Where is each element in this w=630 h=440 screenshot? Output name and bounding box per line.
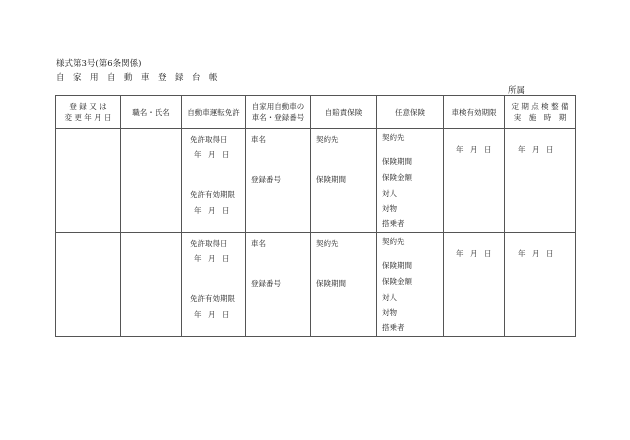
header-inspection: 車検有効期限 xyxy=(444,96,505,129)
header-date-line1: 登 録 又 は xyxy=(69,102,107,111)
title-char: 台 xyxy=(192,73,201,83)
license-acquired-date: 年 月 日 xyxy=(194,254,230,263)
license-valid-label: 免許有効期限 xyxy=(190,190,235,199)
header-maintenance xyxy=(505,96,576,129)
passenger-label: 搭乗者 xyxy=(382,323,405,332)
ins-period-label: 保険期間 xyxy=(382,157,412,166)
car-name-label: 車名 xyxy=(251,239,266,248)
cell-maintenance[interactable] xyxy=(505,129,576,233)
person-label: 対人 xyxy=(382,293,397,302)
cell-voluntary-insurance[interactable] xyxy=(377,129,444,233)
cell-license[interactable] xyxy=(182,233,246,337)
form-number: 様式第3号(第6条関係) xyxy=(56,59,142,69)
property-label: 対物 xyxy=(382,204,397,213)
cell-car[interactable] xyxy=(246,233,311,337)
contractor-label: 契約先 xyxy=(382,133,405,142)
title-char: 録 xyxy=(175,73,184,83)
license-valid-date: 年 月 日 xyxy=(194,310,230,319)
header-license: 自動車運転免許 xyxy=(182,96,246,129)
property-label: 対物 xyxy=(382,308,397,317)
title-char: 自 xyxy=(107,73,116,83)
header-car xyxy=(246,96,311,129)
ins-amount-label: 保険金額 xyxy=(382,277,412,286)
header-compulsory-insurance: 自賠責保険 xyxy=(311,96,377,129)
vehicle-register-table xyxy=(55,95,576,337)
car-name-label: 車名 xyxy=(251,135,266,144)
title-char: 動 xyxy=(124,73,133,83)
license-acquired-label: 免許取得日 xyxy=(190,239,228,248)
license-acquired-date: 年 月 日 xyxy=(194,150,230,159)
license-valid-label: 免許有効期限 xyxy=(190,294,235,303)
maintenance-date: 年 月 日 xyxy=(518,145,554,154)
ins-period-label: 保険期間 xyxy=(316,175,346,184)
cell-maintenance[interactable] xyxy=(505,233,576,337)
cell-compulsory-insurance[interactable] xyxy=(311,233,377,337)
inspection-date: 年 月 日 xyxy=(456,249,492,258)
maintenance-date: 年 月 日 xyxy=(518,249,554,258)
table-row xyxy=(56,129,576,233)
cell-name[interactable] xyxy=(121,233,182,337)
header-maintenance-line2: 実 施 時 期 xyxy=(513,113,567,122)
ins-period-label: 保険期間 xyxy=(382,261,412,270)
form-title xyxy=(56,71,226,83)
cell-inspection[interactable] xyxy=(444,233,505,337)
ins-amount-label: 保険金額 xyxy=(382,173,412,182)
header-name: 職名・氏名 xyxy=(121,96,182,129)
cell-inspection[interactable] xyxy=(444,129,505,233)
title-char: 登 xyxy=(158,73,167,83)
title-char: 帳 xyxy=(209,73,218,83)
header-voluntary-insurance: 任意保険 xyxy=(377,96,444,129)
license-acquired-label: 免許取得日 xyxy=(190,135,228,144)
cell-license[interactable] xyxy=(182,129,246,233)
header-maintenance-line1: 定 期 点 検 整 備 xyxy=(511,102,569,111)
passenger-label: 搭乗者 xyxy=(382,219,405,228)
cell-date[interactable] xyxy=(56,129,121,233)
person-label: 対人 xyxy=(382,189,397,198)
header-date-line2: 変 更 年 月 日 xyxy=(64,113,112,122)
header-car-line1: 自家用自動車の xyxy=(251,102,305,111)
cell-compulsory-insurance[interactable] xyxy=(311,129,377,233)
inspection-date: 年 月 日 xyxy=(456,145,492,154)
contractor-label: 契約先 xyxy=(382,237,405,246)
title-char: 家 xyxy=(73,73,82,83)
cell-voluntary-insurance[interactable] xyxy=(377,233,444,337)
title-char: 用 xyxy=(90,73,99,83)
header-date xyxy=(56,96,121,129)
cell-car[interactable] xyxy=(246,129,311,233)
header-car-line2: 車名・登録番号 xyxy=(251,113,305,122)
table-row xyxy=(56,233,576,337)
ins-period-label: 保険期間 xyxy=(316,279,346,288)
reg-no-label: 登録番号 xyxy=(251,175,281,184)
header-row xyxy=(56,96,576,129)
title-char: 自 xyxy=(56,73,65,83)
contractor-label: 契約先 xyxy=(316,135,339,144)
license-valid-date: 年 月 日 xyxy=(194,206,230,215)
title-char: 車 xyxy=(141,73,150,83)
reg-no-label: 登録番号 xyxy=(251,279,281,288)
affiliation-label: 所属 xyxy=(508,86,526,96)
cell-date[interactable] xyxy=(56,233,121,337)
contractor-label: 契約先 xyxy=(316,239,339,248)
cell-name[interactable] xyxy=(121,129,182,233)
